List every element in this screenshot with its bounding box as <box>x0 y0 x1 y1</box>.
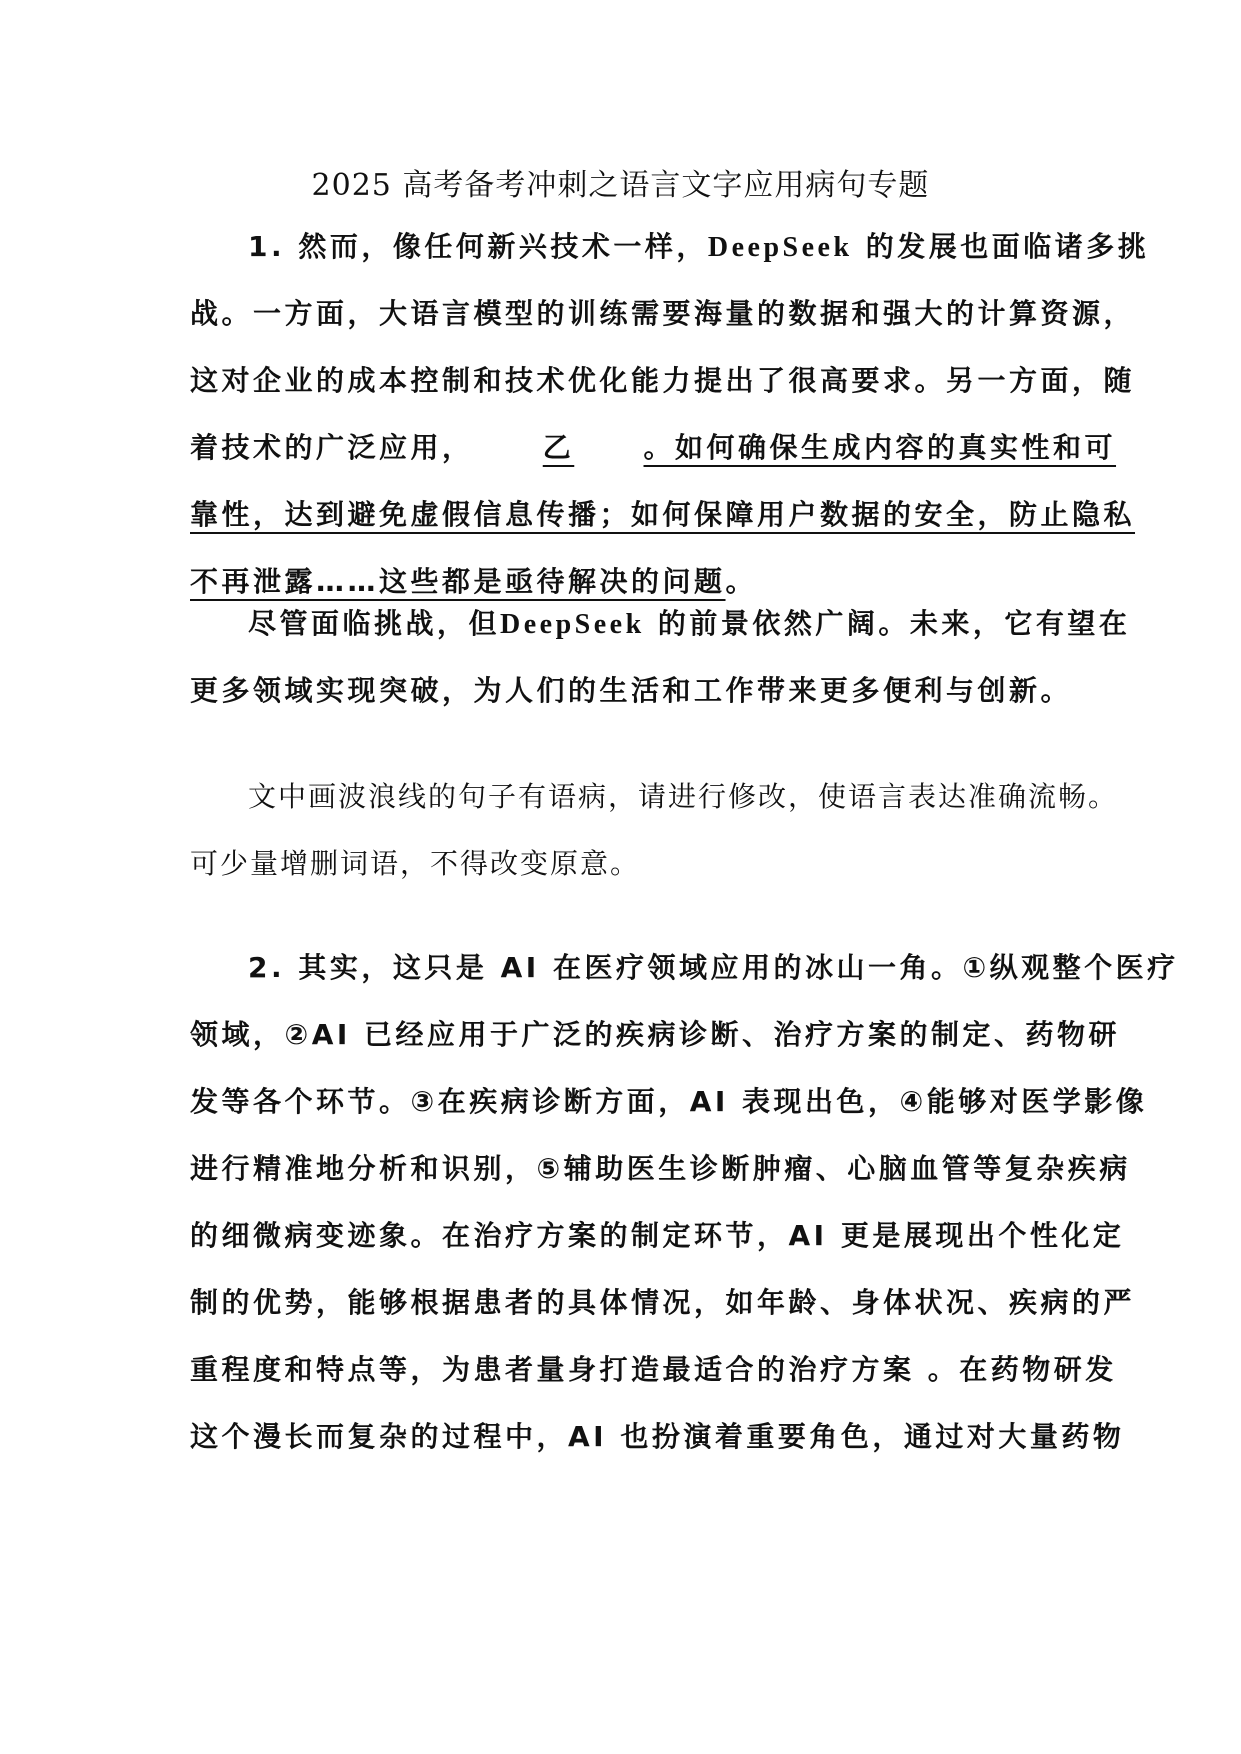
underlined-sentence: 靠性，达到避免虚假信息传播；如何保障用户数据的安全，防止隐私 <box>190 498 1136 531</box>
question-2-line-7: 重程度和特点等，为患者量身打造最适合的治疗方案 。在药物研发 <box>190 1353 1117 1386</box>
question-2-line-2: 领域，②AI 已经应用于广泛的疾病诊断、治疗方案的制定、药物研 <box>190 1018 1121 1051</box>
text-segment: 的前景依然广阔。未来，它有望在 <box>644 607 1131 640</box>
instruction <box>190 763 1119 897</box>
question-1-line-5 <box>190 481 1136 548</box>
text-segment: 着技术的广泛应用， <box>190 431 474 464</box>
question-1 <box>190 213 1150 615</box>
text-segment: 1. 然而，像任何新兴技术一样， <box>248 230 708 263</box>
underlined-sentence: 。如何确保生成内容的真实性和可 <box>643 431 1117 464</box>
instruction-line-1: 文中画波浪线的句子有语病，请进行修改，使语言表达准确流畅。 <box>248 780 1119 813</box>
paragraph-outlook-line-1 <box>190 590 1131 657</box>
question-1-line-3: 这对企业的成本控制和技术优化能力提出了很高要求。另一方面，随 <box>190 364 1136 397</box>
text-segment: 。 <box>725 565 758 598</box>
question-2-line-4: 进行精准地分析和识别，⑤辅助医生诊断肿瘤、心脑血管等复杂疾病 <box>190 1152 1131 1185</box>
underlined-sentence: 不再泄露……这些都是亟待解决的问题 <box>190 565 726 598</box>
question-1-line-1 <box>190 213 1150 280</box>
question-2-line-8: 这个漫长而复杂的过程中，AI 也扮演着重要角色，通过对大量药物 <box>190 1420 1125 1453</box>
instruction-line-2: 可少量增删词语，不得改变原意。 <box>190 847 641 880</box>
question-2-line-6: 制的优势，能够根据患者的具体情况，如年龄、身体状况、疾病的严 <box>190 1286 1136 1319</box>
text-segment: 尽管面临挑战，但 <box>248 607 501 640</box>
question-1-line-2: 战。一方面，大语言模型的训练需要海量的数据和强大的计算资源， <box>190 297 1136 330</box>
question-2-line-1: 2. 其实，这只是 AI 在医疗领域应用的冰山一角。①纵观整个医疗 <box>248 951 1179 984</box>
text-segment: 的发展也面临诸多挑 <box>852 230 1150 263</box>
brand-name: DeepSeek <box>500 609 645 640</box>
brand-name: DeepSeek <box>707 232 853 263</box>
paragraph-outlook-line-2: 更多领域实现突破，为人们的生活和工作带来更多便利与创新。 <box>190 674 1073 707</box>
question-2-line-5: 的细微病变迹象。在治疗方案的制定环节，AI 更是展现出个性化定 <box>190 1219 1125 1252</box>
paragraph-outlook <box>190 590 1131 724</box>
fill-blank: 乙 <box>542 431 575 464</box>
document-title: 2025 高考备考冲刺之语言文字应用病句专题 <box>311 168 930 203</box>
question-1-line-4 <box>190 414 1117 481</box>
question-2-line-3: 发等各个环节。③在疾病诊断方面，AI 表现出色，④能够对医学影像 <box>190 1085 1148 1118</box>
question-2 <box>190 934 1179 1470</box>
